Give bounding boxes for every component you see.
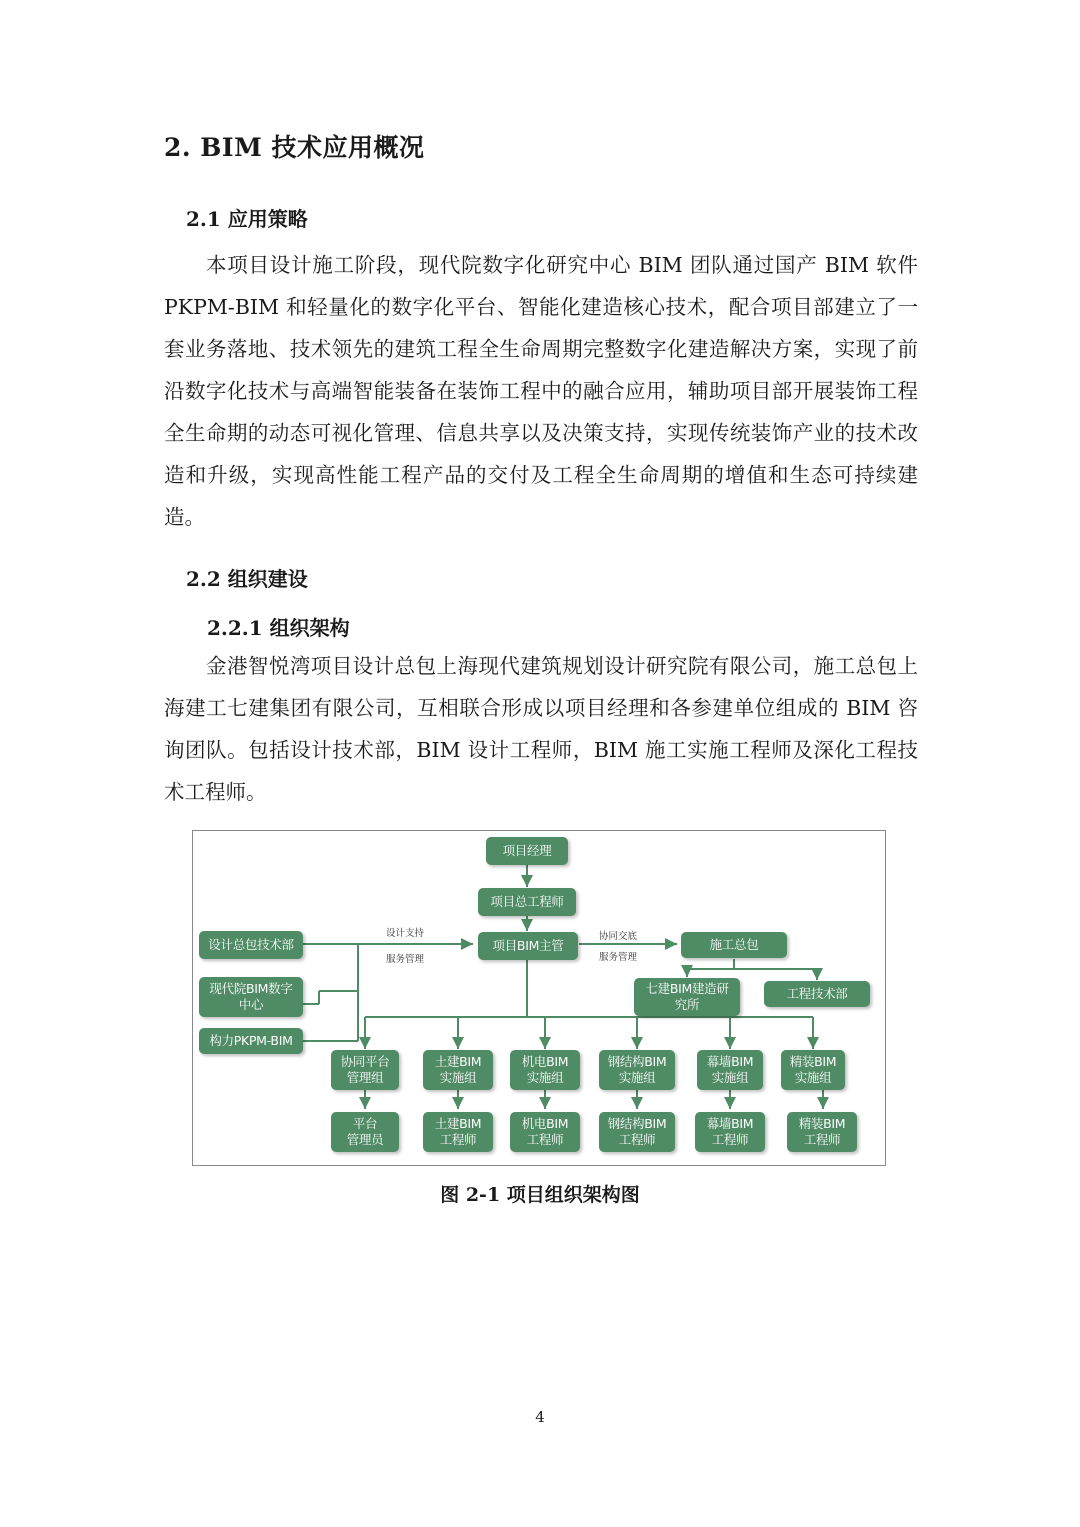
subsection-title-strategy: 2.1 应用策略 bbox=[186, 207, 308, 231]
org-chart-figure bbox=[192, 830, 886, 1166]
node-group-platform: 协同平台 管理组 bbox=[331, 1050, 399, 1090]
node-role-curtain-wall-engineer: 幕墙BIM 工程师 bbox=[695, 1112, 765, 1152]
node-bim-lead: 项目BIM主管 bbox=[478, 932, 578, 960]
node-group-steel: 钢结构BIM 实施组 bbox=[599, 1050, 675, 1090]
node-role-fitout-engineer: 精装BIM 工程师 bbox=[787, 1112, 857, 1152]
node-group-mep: 机电BIM 实施组 bbox=[510, 1050, 580, 1090]
node-role-steel-engineer: 钢结构BIM 工程师 bbox=[599, 1112, 675, 1152]
node-role-mep-engineer: 机电BIM 工程师 bbox=[510, 1112, 580, 1152]
strategy-paragraph: 本项目设计施工阶段，现代院数字化研究中心 BIM 团队通过国产 BIM 软件 PKPM-BIM 和轻量化的数字化平台、智能化建造核心技术，配合项目部建立了一套业务落地、技术领先的建筑工程全生命周期完整数字化建造解决方案，实现了前沿数字化技术与高端智能装备在装饰工程中的融合应用，辅助项目部开展装饰工程全生命期的动态可视化管理、信息共享以及决策支持，实现传统装饰产业的技术改造和升级，实现高性能工程产品的交付及工程全生命周期的增值和生态可持续建造。 bbox=[164, 253, 918, 529]
node-general-contractor: 施工总包 bbox=[681, 932, 787, 958]
label-service-mgmt-right: 服务管理 bbox=[599, 952, 638, 963]
label-service-mgmt-left: 服务管理 bbox=[386, 954, 425, 965]
node-chief-engineer: 项目总工程师 bbox=[478, 888, 576, 916]
node-role-platform-admin: 平台 管理员 bbox=[331, 1112, 399, 1152]
structure-paragraph: 金港智悦湾项目设计总包上海现代建筑规划设计研究院有限公司，施工总包上海建工七建集团有限公司，互相联合形成以项目经理和各参建单位组成的 BIM 咨询团队。包括设计技术部，BIM 设计工程师，BIM 施工实施工程师及深化工程技术工程师。 bbox=[164, 654, 918, 804]
subsection-title-organization: 2.2 组织建设 bbox=[186, 567, 308, 591]
page-number: 4 bbox=[535, 1408, 545, 1426]
node-design-dept: 设计总包技术部 bbox=[199, 931, 303, 959]
section-title: 2. BIM 技术应用概况 bbox=[164, 133, 425, 162]
node-group-fitout: 精装BIM 实施组 bbox=[781, 1050, 845, 1090]
node-role-civil-engineer: 土建BIM 工程师 bbox=[423, 1112, 493, 1152]
node-tech-dept: 工程技术部 bbox=[764, 981, 870, 1007]
node-project-manager: 项目经理 bbox=[486, 837, 568, 865]
node-group-civil: 土建BIM 实施组 bbox=[423, 1050, 493, 1090]
node-digital-center: 现代院BIM数字 中心 bbox=[199, 977, 303, 1017]
label-design-support: 设计支持 bbox=[386, 928, 425, 939]
subsubsection-title-structure: 2.2.1 组织架构 bbox=[207, 616, 350, 640]
node-pkpm: 构力PKPM-BIM bbox=[199, 1028, 303, 1054]
node-research-institute: 七建BIM建造研 究所 bbox=[634, 978, 740, 1016]
label-collab-handover: 协同交底 bbox=[599, 931, 638, 942]
figure-caption: 图 2-1 项目组织架构图 bbox=[440, 1184, 640, 1206]
node-group-curtain-wall: 幕墙BIM 实施组 bbox=[697, 1050, 763, 1090]
